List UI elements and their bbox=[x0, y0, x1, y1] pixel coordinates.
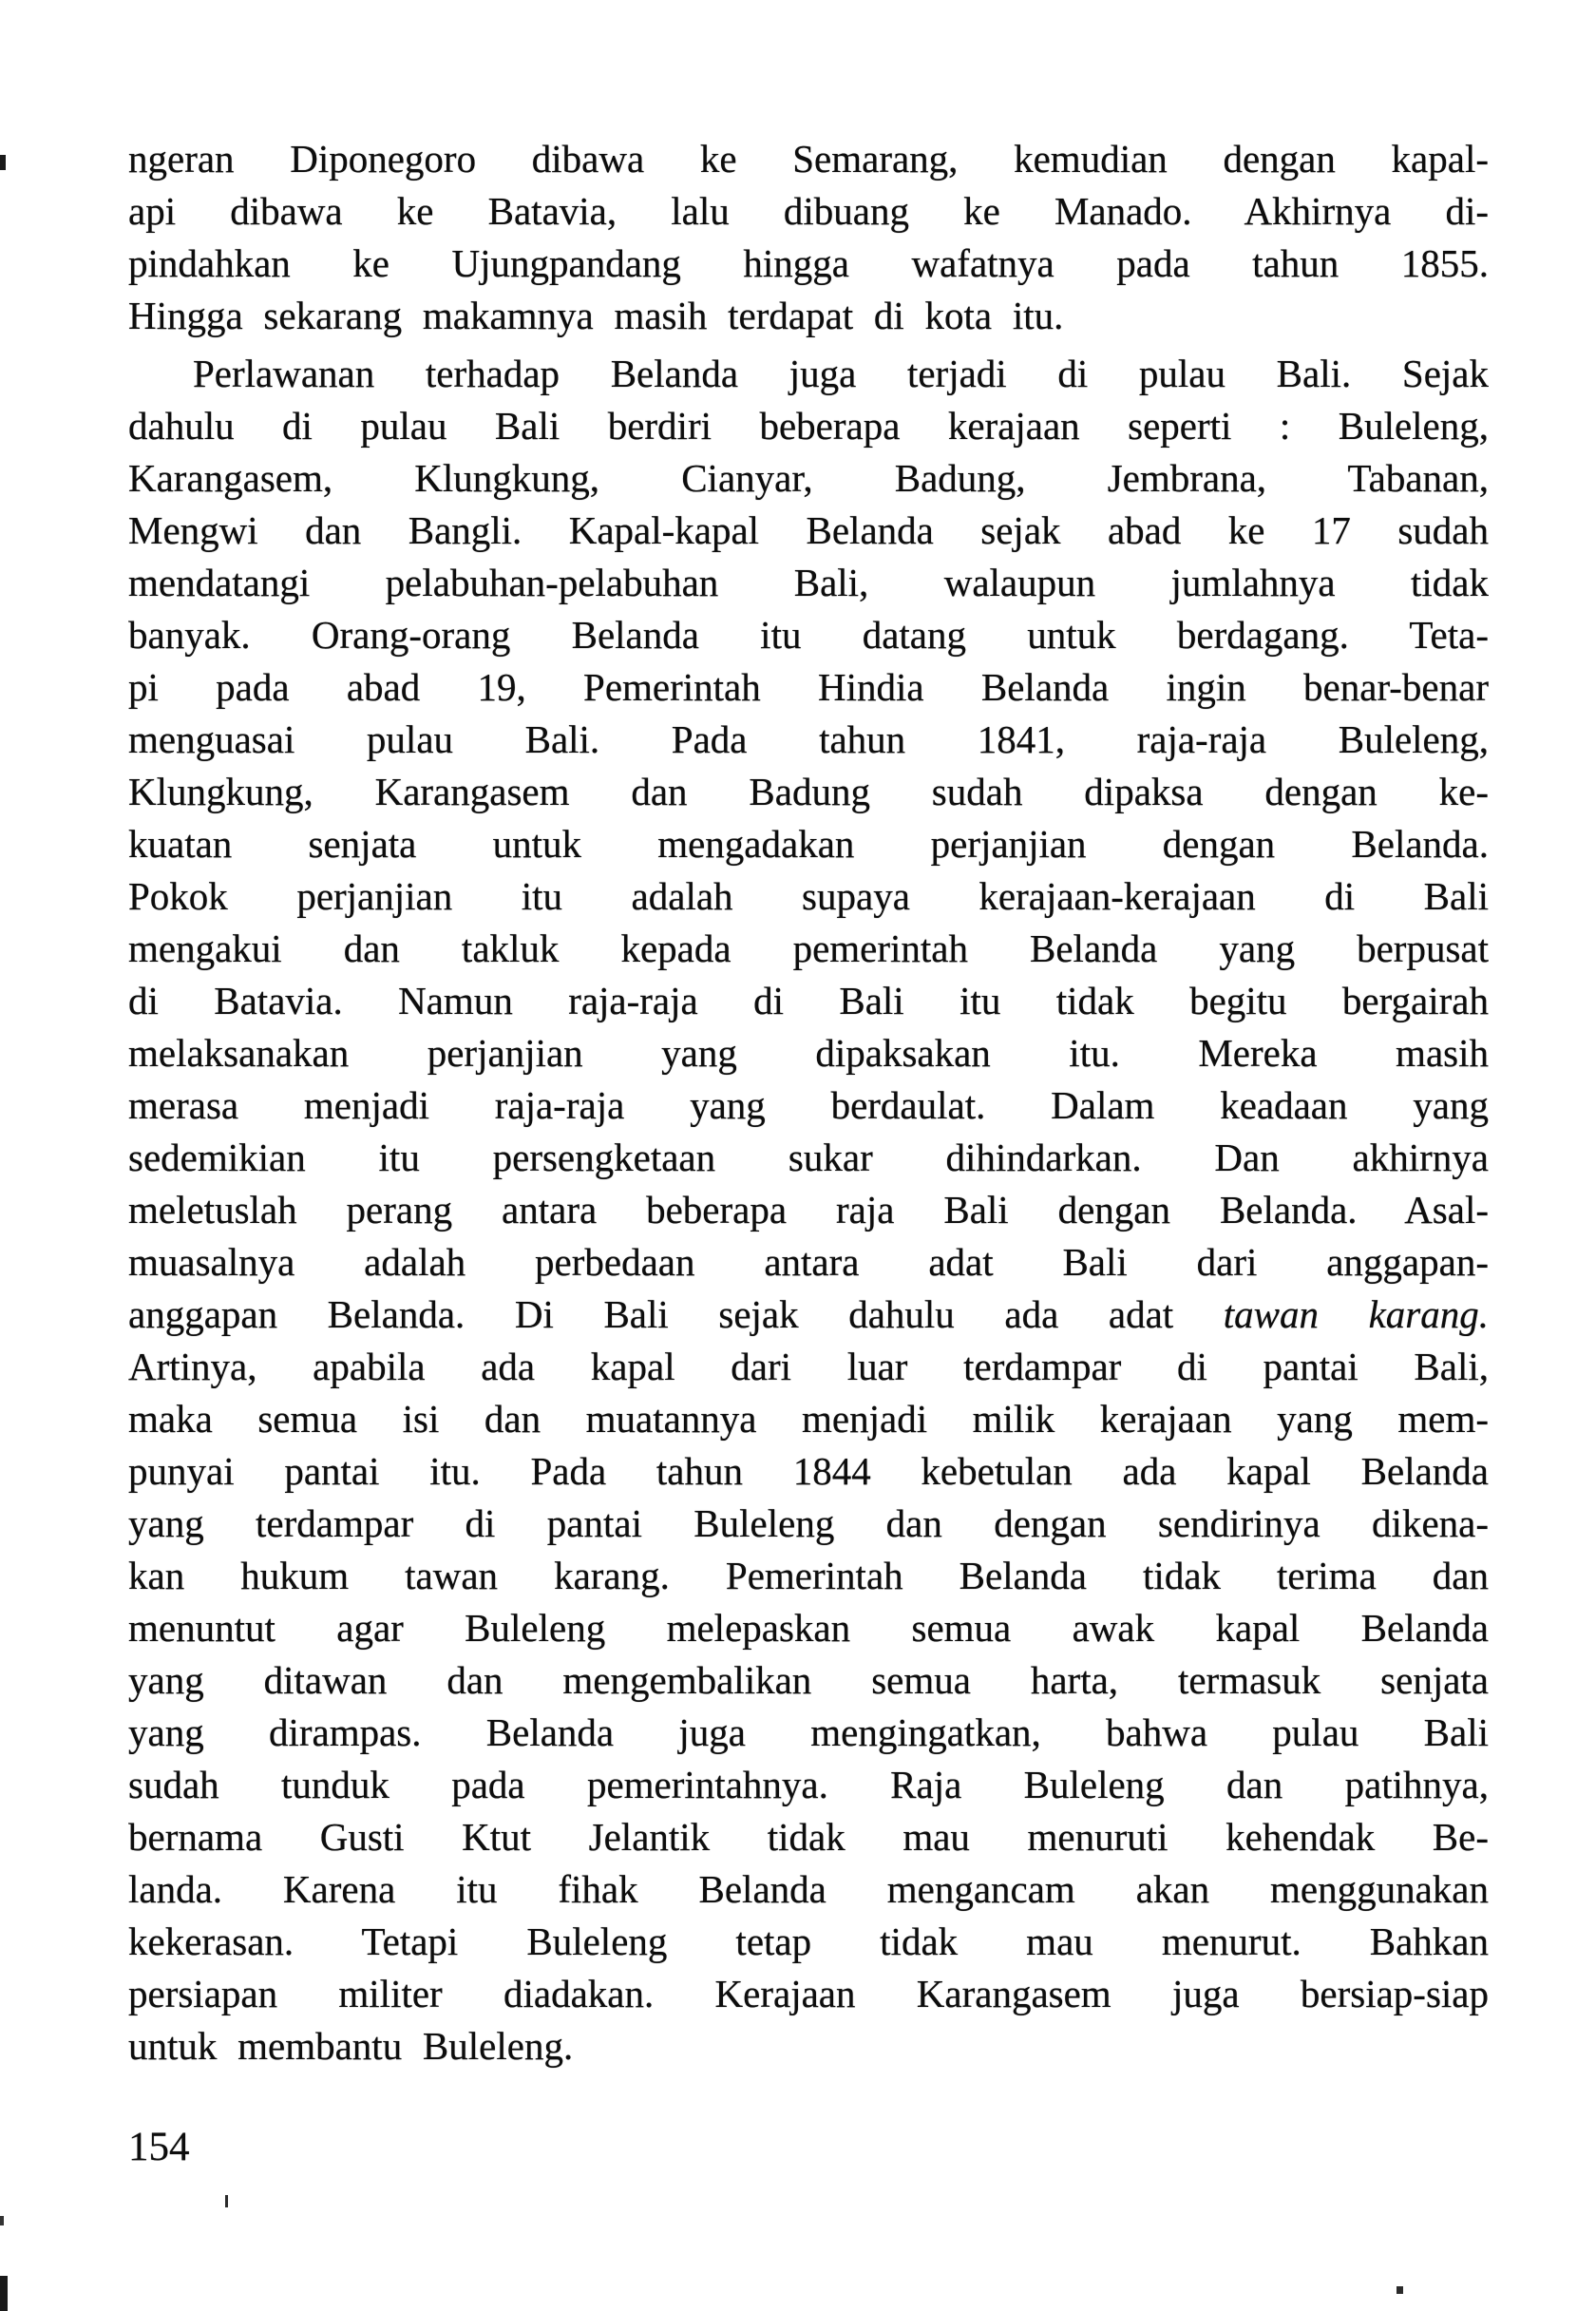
text-run: menuntut agar Buleleng melepaskan semua awak kapal Belanda bbox=[128, 1606, 1489, 1650]
text-line bbox=[128, 505, 1489, 557]
text-line bbox=[128, 185, 1489, 238]
text-run: ngeran Diponegoro dibawa ke Semarang, kemudian dengan kapal- bbox=[128, 137, 1489, 181]
scan-artifact bbox=[0, 2216, 4, 2225]
text-run: menguasai pulau Bali. Pada tahun 1841, raja-raja Buleleng, bbox=[128, 717, 1489, 761]
scan-artifact bbox=[0, 2276, 8, 2311]
text-line bbox=[128, 1968, 1489, 2020]
text-line bbox=[128, 661, 1489, 714]
italic-term: tawan karang. bbox=[1223, 1292, 1489, 1336]
text-run: sudah tunduk pada pemerintahnya. Raja Buleleng dan patihnya, bbox=[128, 1763, 1489, 1806]
text-line bbox=[128, 975, 1489, 1027]
text-line bbox=[128, 609, 1489, 661]
text-run: Artinya, apabila ada kapal dari luar terdampar di pantai Bali, bbox=[128, 1345, 1489, 1388]
text-line bbox=[128, 1550, 1489, 1602]
text-line bbox=[128, 290, 1489, 342]
text-line bbox=[128, 348, 1489, 400]
page-number: 154 bbox=[128, 2125, 190, 2169]
text-run: yang ditawan dan mengembalikan semua harta, termasuk senjata bbox=[128, 1658, 1489, 1702]
text-run: mengakui dan takluk kepada pemerintah Belanda yang berpusat bbox=[128, 926, 1489, 970]
text-run: untuk membantu Buleleng. bbox=[128, 2024, 574, 2068]
text-run: muasalnya adalah perbedaan antara adat Bali dari anggapan- bbox=[128, 1240, 1489, 1284]
text-line bbox=[128, 1811, 1489, 1863]
text-run: meletuslah perang antara beberapa raja Bali dengan Belanda. Asal- bbox=[128, 1188, 1489, 1232]
text-run: banyak. Orang-orang Belanda itu datang untuk berdagang. Teta- bbox=[128, 613, 1489, 657]
text-run: anggapan Belanda. Di Bali sejak dahulu ada adat bbox=[128, 1292, 1224, 1336]
text-run: sedemikian itu persengketaan sukar dihindarkan. Dan akhirnya bbox=[128, 1136, 1489, 1179]
text-run: mendatangi pelabuhan-pelabuhan Bali, walaupun jumlahnya tidak bbox=[128, 561, 1489, 604]
text-run: Hingga sekarang makamnya masih terdapat di kota itu. bbox=[128, 294, 1064, 337]
text-line bbox=[128, 1236, 1489, 1289]
text-run: bernama Gusti Ktut Jelantik tidak mau menuruti kehendak Be- bbox=[128, 1815, 1489, 1859]
text-line bbox=[128, 452, 1489, 505]
text-line bbox=[128, 818, 1489, 870]
text-run: api dibawa ke Batavia, lalu dibuang ke Manado. Akhirnya di- bbox=[128, 189, 1489, 233]
text-run: yang dirampas. Belanda juga mengingatkan, bahwa pulau Bali bbox=[128, 1710, 1489, 1754]
text-run: Perlawanan terhadap Belanda juga terjadi di pulau Bali. Sejak bbox=[193, 352, 1489, 395]
text-run: pi pada abad 19, Pemerintah Hindia Belanda ingin benar-benar bbox=[128, 665, 1489, 709]
text-run: landa. Karena itu fihak Belanda mengancam akan menggunakan bbox=[128, 1867, 1489, 1911]
text-run: Mengwi dan Bangli. Kapal-kapal Belanda sejak abad ke 17 sudah bbox=[128, 508, 1489, 552]
text-run: kuatan senjata untuk mengadakan perjanjian dengan Belanda. bbox=[128, 822, 1489, 866]
text-block bbox=[128, 133, 1489, 2072]
text-line bbox=[128, 1079, 1489, 1132]
text-run: yang terdampar di pantai Buleleng dan dengan sendirinya dikena- bbox=[128, 1501, 1489, 1545]
text-line bbox=[128, 557, 1489, 609]
text-line bbox=[128, 1393, 1489, 1445]
text-line bbox=[128, 766, 1489, 818]
text-line bbox=[128, 1602, 1489, 1654]
text-line bbox=[128, 1132, 1489, 1184]
text-line bbox=[128, 238, 1489, 290]
text-line bbox=[128, 2020, 1489, 2072]
text-run: persiapan militer diadakan. Kerajaan Karangasem juga bersiap-siap bbox=[128, 1972, 1489, 2015]
text-line bbox=[128, 1027, 1489, 1079]
text-run: di Batavia. Namun raja-raja di Bali itu tidak begitu bergairah bbox=[128, 979, 1489, 1022]
text-line bbox=[128, 923, 1489, 975]
text-line bbox=[128, 1707, 1489, 1759]
text-line bbox=[128, 1916, 1489, 1968]
text-line bbox=[128, 1184, 1489, 1236]
text-line bbox=[128, 1759, 1489, 1811]
text-run: maka semua isi dan muatannya menjadi milik kerajaan yang mem- bbox=[128, 1397, 1489, 1441]
text-run: Karangasem, Klungkung, Cianyar, Badung, Jembrana, Tabanan, bbox=[128, 456, 1489, 500]
text-line bbox=[128, 1654, 1489, 1707]
text-line bbox=[128, 1863, 1489, 1916]
text-run: pindahkan ke Ujungpandang hingga wafatnya pada tahun 1855. bbox=[128, 241, 1489, 285]
text-run: punyai pantai itu. Pada tahun 1844 kebetulan ada kapal Belanda bbox=[128, 1449, 1489, 1493]
text-run: Klungkung, Karangasem dan Badung sudah dipaksa dengan ke- bbox=[128, 770, 1489, 813]
text-run: kan hukum tawan karang. Pemerintah Belanda tidak terima dan bbox=[128, 1554, 1489, 1597]
text-run: merasa menjadi raja-raja yang berdaulat. Dalam keadaan yang bbox=[128, 1083, 1489, 1127]
text-line bbox=[128, 1498, 1489, 1550]
text-line bbox=[128, 1341, 1489, 1393]
text-run: melaksanakan perjanjian yang dipaksakan itu. Mereka masih bbox=[128, 1031, 1489, 1075]
text-run: dahulu di pulau Bali berdiri beberapa kerajaan seperti : Buleleng, bbox=[128, 404, 1489, 448]
text-line bbox=[128, 1289, 1489, 1341]
scan-artifact bbox=[225, 2195, 228, 2207]
text-line bbox=[128, 870, 1489, 923]
text-run: Pokok perjanjian itu adalah supaya kerajaan-kerajaan di Bali bbox=[128, 874, 1489, 918]
text-line bbox=[128, 1445, 1489, 1498]
text-run: kekerasan. Tetapi Buleleng tetap tidak mau menurut. Bahkan bbox=[128, 1919, 1489, 1963]
text-line bbox=[128, 133, 1489, 185]
text-line bbox=[128, 714, 1489, 766]
scan-artifact bbox=[0, 155, 6, 170]
text-line bbox=[128, 400, 1489, 452]
scan-artifact bbox=[1396, 2286, 1403, 2294]
